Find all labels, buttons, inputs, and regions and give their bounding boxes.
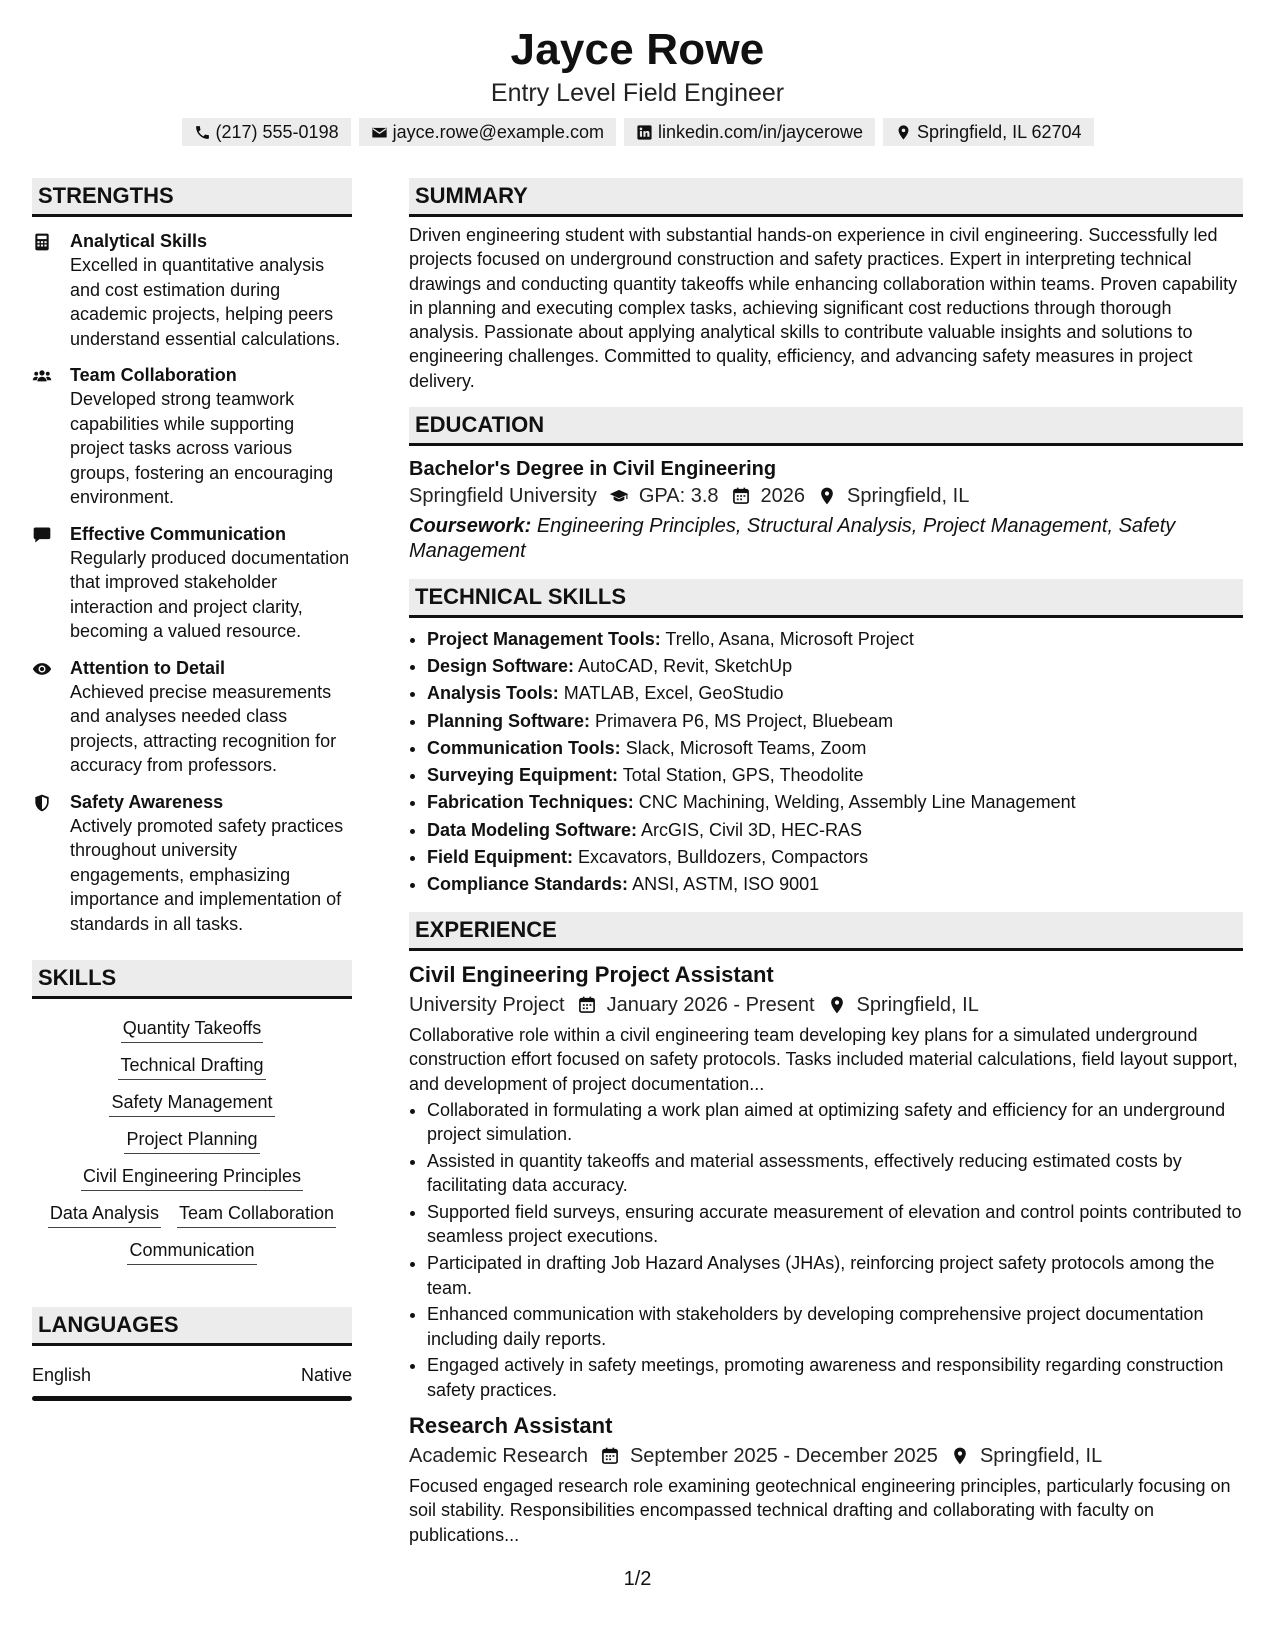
job-description: Collaborative role within a civil engineering team developing key plans for a simulated underground construction effort focused on safety protocols. Tasks included material calculations, field layout support, and development of project documentation... <box>409 1025 1238 1094</box>
list-item: • Engaged actively in safety meetings, promoting awareness and responsibility regarding construction safety practices. <box>427 1353 1243 1402</box>
skill-tag: Quantity Takeoffs <box>121 1017 263 1043</box>
tech-label: Surveying Equipment: <box>427 765 619 786</box>
skill-tag: Safety Management <box>109 1091 274 1117</box>
language-item <box>32 1364 352 1386</box>
experience-heading: EXPERIENCE <box>409 912 1243 951</box>
skill-tag: Data Analysis <box>48 1202 161 1228</box>
tech-value: Excavators, Bulldozers, Compactors <box>578 846 869 867</box>
list-item: • Assisted in quantity takeoffs and material assessments, effectively reducing estimated costs by facilitating data accuracy. <box>427 1149 1243 1198</box>
tech-label: Design Software: <box>427 656 575 677</box>
list-item: • Participated in drafting Job Hazard Analyses (JHAs), reinforcing project safety protocols among the team. <box>427 1251 1243 1300</box>
skill-tag: Communication <box>127 1239 256 1265</box>
candidate-role: Entry Level Field Engineer <box>490 79 785 107</box>
envelope-icon <box>371 124 388 141</box>
list-item <box>427 653 1243 680</box>
tech-value: Trello, Asana, Microsoft Project <box>665 629 914 650</box>
contact-linkedin[interactable] <box>624 118 875 146</box>
tech-label: Planning Software: <box>427 710 591 731</box>
coursework <box>409 514 1243 563</box>
tech-value: CNC Machining, Welding, Assembly Line Management <box>638 792 1076 813</box>
coursework-label: Coursework: <box>409 515 532 538</box>
contact-text: linkedin.com/in/jaycerowe <box>657 122 864 142</box>
contact-text: Springfield, IL 62704 <box>917 122 1082 142</box>
job-title: Research Assistant <box>409 1413 613 1439</box>
list-item <box>427 626 1243 653</box>
list-item: • Supported field surveys, ensuring accurate measurement of elevation and control points contributed to seamless project executions. <box>427 1200 1243 1249</box>
resume-header <box>0 0 1275 146</box>
list-item <box>427 871 1243 898</box>
list-item <box>427 735 1243 762</box>
strength-desc: Achieved precise measurements and analyses needed class projects, attracting recognition for accuracy from professors. <box>70 681 337 775</box>
linkedin-icon <box>636 124 653 141</box>
speech-bubble-icon <box>32 522 70 644</box>
graduation-year: 2026 <box>760 485 806 508</box>
tech-label: Fabrication Techniques: <box>427 792 634 813</box>
job-location: Springfield, IL <box>979 1445 1103 1468</box>
left-column <box>32 178 352 1401</box>
language-level: Native <box>300 1365 352 1385</box>
school-name: Springfield University <box>409 485 597 508</box>
list-item <box>427 789 1243 816</box>
language-level-bar <box>32 1396 352 1401</box>
tech-label: Analysis Tools: <box>427 683 559 704</box>
education-heading: EDUCATION <box>409 407 1243 446</box>
strength-item <box>32 229 352 351</box>
list-item <box>427 844 1243 871</box>
tech-value: Total Station, GPS, Theodolite <box>622 765 864 786</box>
users-icon <box>32 363 70 510</box>
tech-value: MATLAB, Excel, GeoStudio <box>563 683 784 704</box>
page-number: 1/2 <box>623 1568 652 1590</box>
map-pin-icon <box>938 1446 980 1466</box>
map-pin-icon <box>895 124 912 141</box>
candidate-name: Jayce Rowe <box>510 25 765 74</box>
job-title: Civil Engineering Project Assistant <box>409 962 774 988</box>
summary-heading: SUMMARY <box>409 178 1243 217</box>
list-item <box>427 762 1243 789</box>
contact-text: jayce.rowe@example.com <box>392 122 604 142</box>
list-item: • Enhanced communication with stakeholders by developing comprehensive project documentation including daily reports. <box>427 1302 1243 1351</box>
strength-item <box>32 790 352 937</box>
calculator-icon <box>32 229 70 351</box>
right-column <box>409 178 1243 1547</box>
degree-title: Bachelor's Degree in Civil Engineering <box>409 458 777 481</box>
skill-tag: Project Planning <box>124 1128 259 1154</box>
strength-title: Attention to Detail <box>70 657 225 678</box>
list-item <box>427 817 1243 844</box>
graduation-cap-icon <box>597 486 639 506</box>
contact-email[interactable] <box>359 118 616 146</box>
tech-label: Field Equipment: <box>427 846 573 867</box>
strength-title: Effective Communication <box>70 523 287 544</box>
tech-label: Project Management Tools: <box>427 629 661 650</box>
summary-text: Driven engineering student with substantial hands-on experience in civil engineering. Successfully led projects focused on underground construction and safety practices. Expert in interpreting technical drawings and conducting quantity takeoffs while enhancing collaboration within teams. Proven capability in planning and executing complex tasks, achieving significant cost reductions through thorough analysis. Passionate about applying analytical skills to contribute valuable insights and solutions to engineering challenges. Committed to quality, efficiency, and advancing safety measures in project delivery. <box>409 225 1238 391</box>
contact-bar <box>0 118 1275 146</box>
strength-desc: Excelled in quantitative analysis and cost estimation during academic projects, helping peers understand essential calculations. <box>70 255 341 349</box>
strength-title: Team Collaboration <box>70 365 237 385</box>
calendar-icon <box>588 1446 630 1466</box>
job-org: University Project <box>409 994 565 1017</box>
tech-value: ANSI, ASTM, ISO 9001 <box>632 873 820 894</box>
technical-skills-heading: TECHNICAL SKILLS <box>409 579 1243 618</box>
technical-skills-list <box>409 626 1243 898</box>
tech-value: Slack, Microsoft Teams, Zoom <box>625 737 867 758</box>
calendar-icon <box>719 486 761 506</box>
calendar-icon <box>565 995 607 1015</box>
phone-icon <box>194 124 211 141</box>
job-description: Focused engaged research role examining geotechnical engineering principles, particularly focusing on soil stability. Responsibilities encompassed technical drafting and collaborating with faculty on publications... <box>409 1476 1231 1545</box>
eye-icon <box>32 656 70 778</box>
contact-phone[interactable] <box>182 118 351 146</box>
strength-item <box>32 363 352 510</box>
strengths-heading: STRENGTHS <box>32 178 352 217</box>
job-org: Academic Research <box>409 1445 588 1468</box>
tech-label: Compliance Standards: <box>427 873 629 894</box>
map-pin-icon <box>805 486 847 506</box>
shield-icon <box>32 790 70 937</box>
tech-value: Primavera P6, MS Project, Bluebeam <box>595 710 894 731</box>
job-meta <box>409 1442 1243 1470</box>
job-location: Springfield, IL <box>856 994 979 1017</box>
skills-list <box>32 999 352 1265</box>
skill-tag: Civil Engineering Principles <box>81 1165 303 1191</box>
job-dates: January 2026 - Present <box>606 994 815 1017</box>
list-item <box>427 680 1243 707</box>
job-bullets <box>409 1098 1243 1402</box>
gpa: GPA: 3.8 <box>638 485 719 508</box>
skill-tag: Team Collaboration <box>177 1202 336 1228</box>
contact-location <box>883 118 1093 146</box>
education-meta <box>409 482 1243 510</box>
strength-desc: Developed strong teamwork capabilities while supporting project tasks across various groups, fostering an encouraging environment. <box>70 389 334 507</box>
strength-item <box>32 656 352 778</box>
coursework-list: Engineering Principles, Structural Analysis, Project Management, Safety Management <box>409 515 1176 562</box>
language-name: English <box>32 1365 92 1385</box>
strength-desc: Regularly produced documentation that improved stakeholder interaction and project clarity, becoming a valued resource. <box>70 547 350 641</box>
skills-heading: SKILLS <box>32 960 352 999</box>
map-pin-icon <box>815 995 857 1015</box>
tech-value: AutoCAD, Revit, SketchUp <box>578 656 793 677</box>
list-item <box>427 708 1243 735</box>
tech-label: Data Modeling Software: <box>427 819 638 840</box>
contact-text: (217) 555-0198 <box>215 122 339 142</box>
skill-tag: Technical Drafting <box>118 1054 265 1080</box>
school-location: Springfield, IL <box>847 485 970 508</box>
job-meta <box>409 991 1243 1019</box>
strength-desc: Actively promoted safety practices throughout university engagements, emphasizing importance and implementation of standards in all tasks. <box>70 815 344 934</box>
strength-item <box>32 522 352 644</box>
strength-title: Safety Awareness <box>70 791 224 812</box>
list-item: • Collaborated in formulating a work plan aimed at optimizing safety and efficiency for an underground project simulation. <box>427 1098 1243 1147</box>
tech-label: Communication Tools: <box>427 737 621 758</box>
strength-title: Analytical Skills <box>70 231 208 251</box>
tech-value: ArcGIS, Civil 3D, HEC-RAS <box>641 819 863 840</box>
languages-heading: LANGUAGES <box>32 1307 352 1346</box>
job-dates: September 2025 - December 2025 <box>629 1445 938 1468</box>
